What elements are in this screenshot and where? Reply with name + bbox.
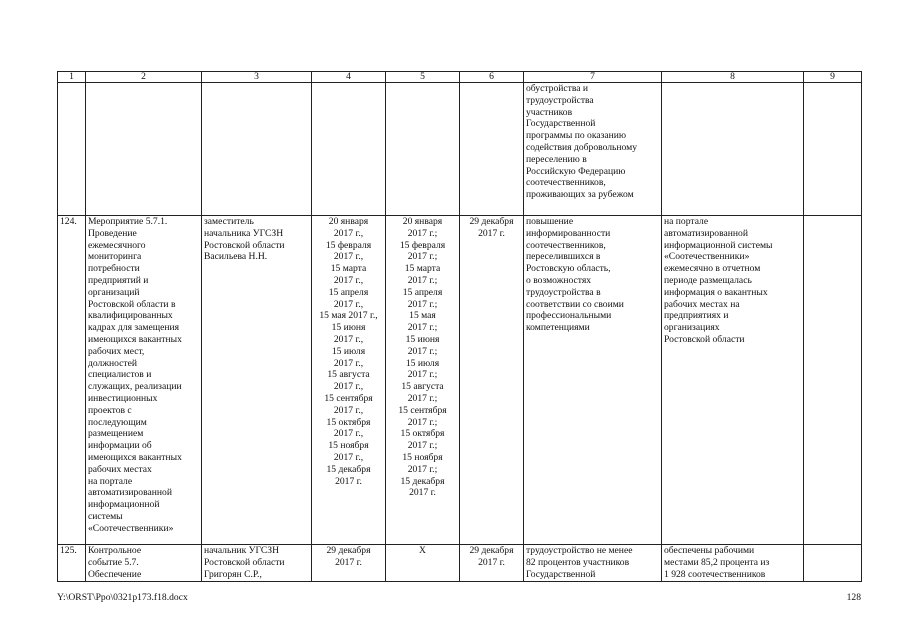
cell-text-line: на портале <box>664 216 709 227</box>
cell-text-line: 15 ноября <box>402 451 443 463</box>
activity-cell <box>86 216 202 545</box>
cell-text-line: системы <box>88 510 123 522</box>
cell-text-line: потребности <box>88 263 140 275</box>
cell-text-line: участников <box>526 106 573 118</box>
table-cell <box>86 83 202 216</box>
cell-text-line: информационной системы <box>664 239 773 251</box>
end-date-cell <box>460 216 524 545</box>
cell-text-line: рабочих местах на <box>664 298 740 310</box>
cell-text-line: 15 декабря <box>326 463 371 475</box>
cell-text-line: 29 декабря <box>326 545 371 556</box>
header-cell: 5 <box>386 72 460 83</box>
cell-text-line: событие 5.7. <box>88 556 139 568</box>
table-cell <box>386 83 460 216</box>
cell-text-line: мониторинга <box>88 251 142 263</box>
cell-text-line: повышение <box>526 216 574 227</box>
header-cell: 9 <box>804 72 862 83</box>
cell-text-line: 15 февраля <box>399 239 446 251</box>
table-cell <box>58 83 86 216</box>
cell-text-line: 15 июня <box>331 322 366 334</box>
cell-text-line: 2017 г., <box>333 451 364 463</box>
cell-text-line: Государственной <box>526 118 596 130</box>
cell-text-line: Ростовской области <box>204 556 285 568</box>
file-path: Y:\ORST\Ppo\0321p173.f18.docx <box>57 592 188 603</box>
table-row-125 <box>58 545 862 582</box>
cell-text-line: имеющихся вакантных <box>88 333 182 345</box>
cell-text-line: 15 декабря <box>400 475 445 487</box>
cell-text-line: 29 декабря <box>469 545 514 556</box>
cell-text-line: трудоустройство не менее <box>526 545 633 556</box>
cell-text-line: 2017 г., <box>333 274 364 286</box>
cell-text-line: 15 сентября <box>324 392 373 404</box>
cell-text-line: 2017 г.; <box>407 274 438 286</box>
cell-text-line: автоматизированной <box>88 487 172 499</box>
cell-text-line: информация о вакантных <box>664 286 768 298</box>
cell-text-line: 15 июля <box>331 345 366 357</box>
cell-text-line: Григорян С.Р., <box>204 568 262 580</box>
cell-text-line: ежемесячного <box>88 239 146 251</box>
cell-text-line: организаций <box>88 286 140 298</box>
cell-text-line: 15 апреля <box>328 286 369 298</box>
cell-text-line: 2017 г.; <box>407 227 438 239</box>
cell-text-line: 2017 г., <box>333 298 364 310</box>
planned-date-cell <box>312 545 386 582</box>
cell-text-line: 1 928 соотечественников <box>664 568 766 580</box>
cell-text-line: Государственной <box>526 568 596 580</box>
cell-text-line: 15 сентября <box>398 404 447 416</box>
cell-text-line: соответствии со своими <box>526 298 624 310</box>
cell-text-line: организациях <box>664 322 720 334</box>
row-number: 124. <box>58 216 86 545</box>
cell-text-line: 15 марта <box>330 263 367 275</box>
end-date-cell <box>460 545 524 582</box>
cell-text-line: профессиональными <box>526 310 612 322</box>
cell-text-line: 2017 г. <box>478 556 505 568</box>
cell-text-line: Контрольное <box>88 545 142 556</box>
cell-text-line: трудоустройства <box>526 94 594 106</box>
cell-text-line: автоматизированной <box>664 227 748 239</box>
cell-text-line: на портале <box>88 475 133 487</box>
notes-cell <box>804 216 862 545</box>
report-table <box>57 71 862 582</box>
cell-text-line: 2017 г.; <box>407 298 438 310</box>
cell-text-line: 2017 г.; <box>407 416 438 428</box>
cell-text-line: размещением <box>88 428 144 440</box>
header-cell: 8 <box>662 72 804 83</box>
cell-text-line: Обеспечение <box>88 568 142 580</box>
actual-result-cell <box>662 545 804 582</box>
cell-text-line: 2017 г.; <box>407 345 438 357</box>
cell-text-line: программы по оказанию <box>526 130 627 142</box>
cell-text-line: проживающих за рубежом <box>526 189 634 201</box>
cell-text-line: «Соотечественники» <box>88 522 174 534</box>
cell-text-line: Ростовской области <box>204 239 285 251</box>
cell-text-line: инвестиционных <box>88 392 158 404</box>
cell-text-line: 29 декабря <box>469 216 514 227</box>
cell-text-line: местами 85,2 процента из <box>664 556 770 568</box>
header-cell: 7 <box>524 72 662 83</box>
responsible-cell <box>202 545 312 582</box>
cell-text-line: 2017 г. <box>335 556 362 568</box>
table-cell <box>312 83 386 216</box>
cell-text-line: 2017 г.; <box>407 322 438 334</box>
cell-text-line: начальника УГСЗН <box>204 227 284 239</box>
cell-text-line: кадрах для замещения <box>88 322 180 334</box>
cell-text-line: 15 июня <box>405 333 440 345</box>
cell-text-line: рабочих мест, <box>88 345 145 357</box>
cell-text-line: 15 июля <box>405 357 440 369</box>
cell-text-line: трудоустройства в <box>526 286 601 298</box>
cell-text-line: компетенциями <box>526 322 590 334</box>
cell-text-line: информации об <box>88 440 152 452</box>
cell-text-line: переселению в <box>526 153 587 165</box>
header-cell: 4 <box>312 72 386 83</box>
cell-text-line: заместитель <box>204 216 254 227</box>
cell-text-line: 2017 г., <box>333 428 364 440</box>
cell-text-line: проектов с <box>88 404 132 416</box>
cell-text-line: соотечественников, <box>526 177 606 189</box>
cell-text-line: 2017 г., <box>333 333 364 345</box>
table-cell <box>662 83 804 216</box>
cell-text-line: 15 октября <box>326 416 371 428</box>
result-cell <box>524 83 662 216</box>
cell-text-line: Ростовской области <box>664 333 745 345</box>
cell-text-line: специалистов и <box>88 369 152 381</box>
table-cell <box>460 83 524 216</box>
cell-text-line: 2017 г.; <box>407 369 438 381</box>
cell-text-line: соотечественников, <box>526 239 606 251</box>
table-row-continuation <box>58 83 862 216</box>
cell-text-line: 15 апреля <box>402 286 443 298</box>
cell-text-line: 15 мая <box>409 310 436 322</box>
cell-text-line: 82 процентов участников <box>526 556 630 568</box>
responsible-cell <box>202 216 312 545</box>
actual-result-cell <box>662 216 804 545</box>
cell-text-line: 2017 г.; <box>407 440 438 452</box>
cell-text-line: Х <box>419 545 426 556</box>
cell-text-line: Российскую Федерацию <box>526 165 626 177</box>
cell-text-line: имеющихся вакантных <box>88 451 182 463</box>
planned-date-cell <box>312 216 386 545</box>
cell-text-line: обеспечены рабочими <box>664 545 755 556</box>
cell-text-line: 15 марта <box>404 263 441 275</box>
cell-text-line: 2017 г.; <box>407 392 438 404</box>
header-cell: 6 <box>460 72 524 83</box>
row-number: 125. <box>58 545 86 582</box>
header-cell: 1 <box>58 72 86 83</box>
table-cell <box>202 83 312 216</box>
cell-text-line: предприятиях и <box>664 310 729 322</box>
activity-cell <box>86 545 202 582</box>
cell-text-line: 15 августа <box>327 369 370 381</box>
cell-text-line: 2017 г. <box>409 487 436 499</box>
cell-text-line: 2017 г., <box>333 227 364 239</box>
column-number-header <box>58 72 862 83</box>
expected-result-cell <box>524 545 662 582</box>
cell-text-line: 2017 г.; <box>407 463 438 475</box>
cell-text-line: квалифицированных <box>88 310 173 322</box>
cell-text-line: Проведение <box>88 227 137 239</box>
header-cell: 2 <box>86 72 202 83</box>
cell-text-line: 2017 г., <box>333 251 364 263</box>
expected-result-cell <box>524 216 662 545</box>
cell-text-line: 15 октября <box>400 428 445 440</box>
cell-text-line: 15 февраля <box>325 239 372 251</box>
cell-text-line: 2017 г., <box>333 357 364 369</box>
cell-text-line: 2017 г. <box>335 475 362 487</box>
cell-text-line: рабочих местах <box>88 463 152 475</box>
cell-text-line: информированности <box>526 227 611 239</box>
cell-text-line: начальник УГСЗН <box>204 545 280 556</box>
cell-text-line: последующим <box>88 416 147 428</box>
cell-text-line: 15 августа <box>401 381 444 393</box>
notes-cell <box>804 545 862 582</box>
cell-text-line: предприятий и <box>88 274 149 286</box>
cell-text-line: 15 ноября <box>328 440 369 452</box>
cell-text-line: о возможностях <box>526 274 592 286</box>
cell-text-line: 20 января <box>402 216 443 227</box>
cell-text-line: содействия добровольному <box>526 141 638 153</box>
actual-date-cell <box>386 216 460 545</box>
cell-text-line: 2017 г., <box>333 404 364 416</box>
table-row-124 <box>58 216 862 545</box>
cell-text-line: 2017 г., <box>333 381 364 393</box>
cell-text-line: 2017 г. <box>478 227 505 239</box>
cell-text-line: «Соотечественники» <box>664 251 750 263</box>
actual-date-cell <box>386 545 460 582</box>
cell-text-line: Ростовской области в <box>88 298 176 310</box>
cell-text-line: Ростовскую область, <box>526 263 611 275</box>
cell-text-line: обустройства и <box>526 83 589 94</box>
cell-text-line: переселившихся в <box>526 251 601 263</box>
cell-text-line: ежемесячно в отчетном <box>664 263 761 275</box>
header-cell: 3 <box>202 72 312 83</box>
cell-text-line: должностей <box>88 357 137 369</box>
cell-text-line: периоде размещалась <box>664 274 752 286</box>
cell-text-line: 20 января <box>328 216 369 227</box>
cell-text-line: 2017 г.; <box>407 251 438 263</box>
cell-text-line: Мероприятие 5.7.1. <box>88 216 168 227</box>
cell-text-line: информационной <box>88 499 160 511</box>
cell-text-line: служащих, реализации <box>88 381 182 393</box>
table-cell <box>804 83 862 216</box>
page-number: 128 <box>846 592 861 603</box>
cell-text-line: 15 мая 2017 г., <box>319 310 378 322</box>
cell-text-line: Васильева Н.Н. <box>204 251 268 263</box>
